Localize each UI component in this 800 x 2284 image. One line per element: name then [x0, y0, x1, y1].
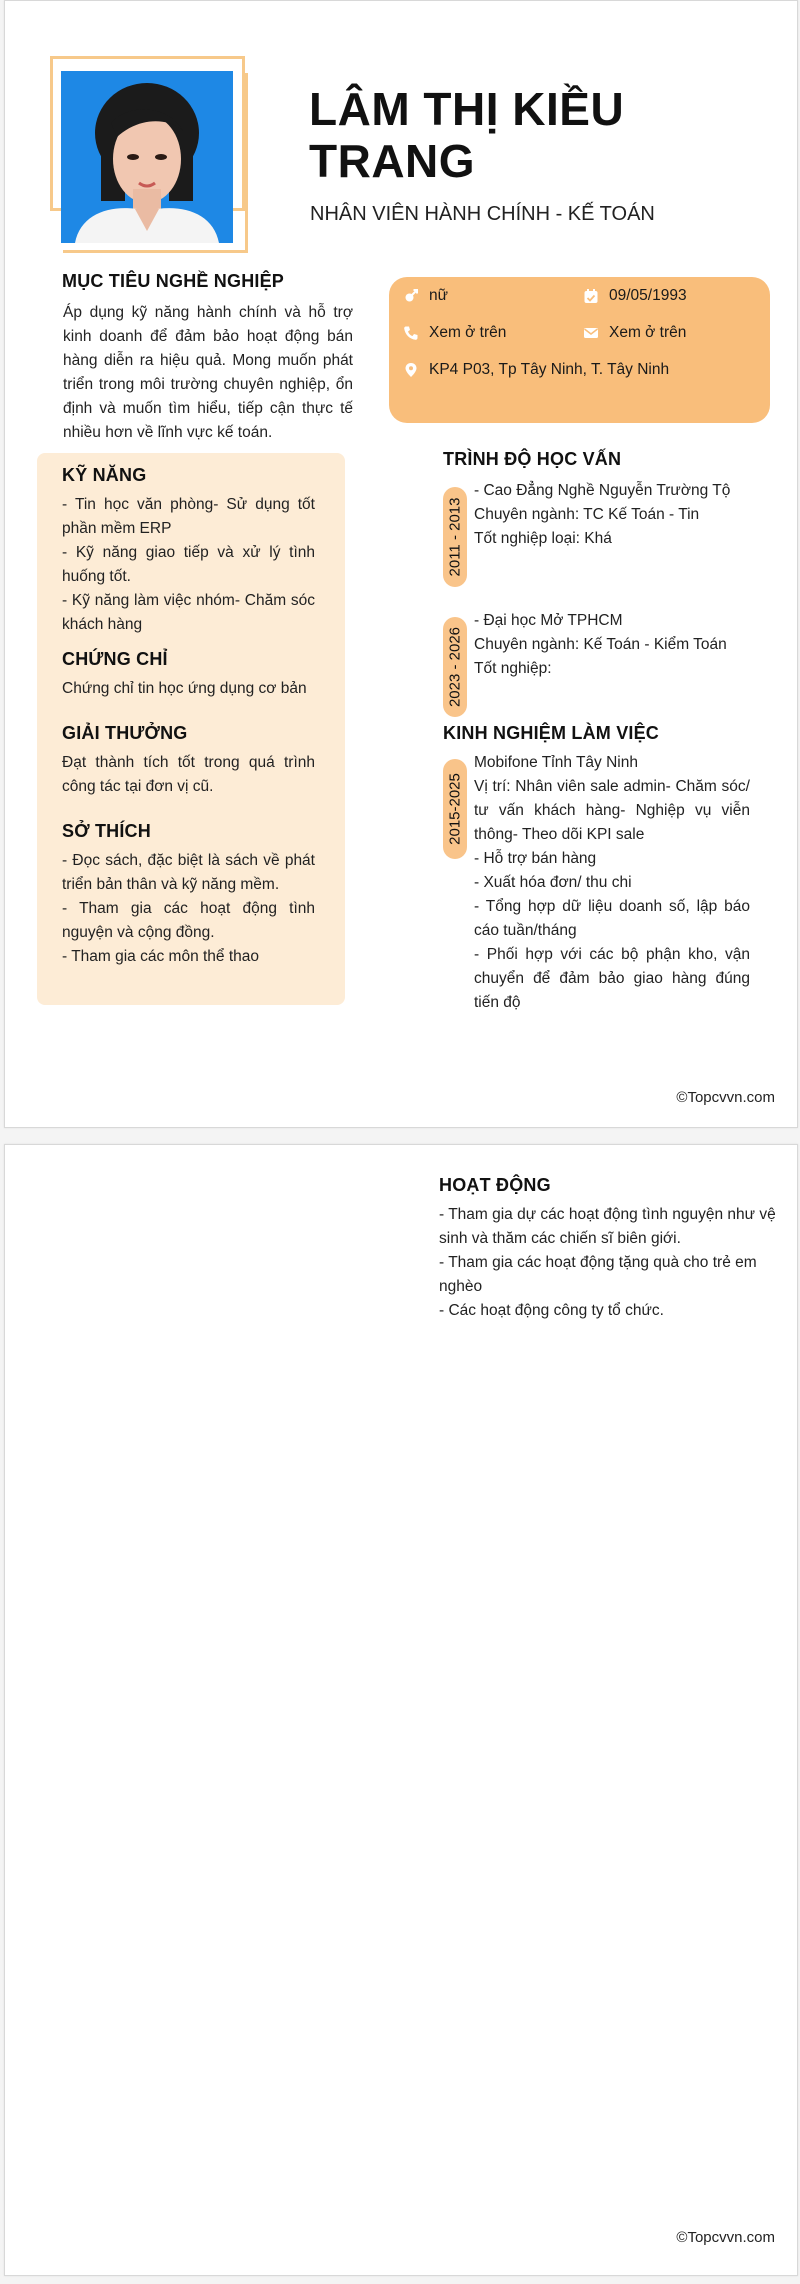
portrait-image [61, 71, 233, 243]
experience-title: KINH NGHIỆM LÀM VIỆC [443, 723, 660, 743]
experience-company: Mobifone Tỉnh Tây Ninh [474, 754, 638, 771]
contact-gender [403, 287, 448, 305]
activities-list [439, 1203, 779, 1323]
awards-title: GIẢI THƯỞNG [62, 723, 188, 743]
hobbies-title: SỞ THÍCH [62, 821, 151, 841]
education-entry-1 [474, 479, 750, 551]
objective-text: Áp dụng kỹ năng hành chính và hỗ trợ kinh doanh để đảm bảo hoạt động bán hàng diễn ra hiệu quả. Mong muốn phát triển trong môi trường chuyên nghiệp, ổn định và muốn tìm hiểu, tiếp cận thực tế nhiều hơn về lĩnh vực kế toán. [63, 304, 353, 441]
activities-item: - Tham gia các hoạt động tặng quà cho trẻ em nghèo [439, 1254, 757, 1295]
hobbies-list [62, 849, 315, 969]
contact-card [389, 277, 770, 423]
page-2-footer: ©Topcvvn.com [676, 2229, 775, 2246]
hobbies-item: - Đọc sách, đặc biệt là sách về phát triển bản thân và kỹ năng mềm. [62, 852, 315, 893]
certificates-title: CHỨNG CHỈ [62, 649, 168, 669]
education-entry-line: Chuyên ngành: TC Kế Toán - Tin [474, 506, 700, 523]
certificates-text: Chứng chỉ tin học ứng dụng cơ bản [62, 680, 307, 697]
candidate-name-line-1: LÂM THỊ KIỀU [309, 83, 625, 135]
candidate-position: NHÂN VIÊN HÀNH CHÍNH - KẾ TOÁN [310, 203, 655, 225]
education-period-2 [443, 617, 467, 717]
activities-item: - Tham gia dự các hoạt động tình nguyện như vệ sinh và thăm các chiến sĩ biên giới. [439, 1206, 776, 1247]
experience-entry-line: - Tổng hợp dữ liệu doanh số, lập báo cáo tuần/tháng [474, 898, 750, 939]
contact-email-value: Xem ở trên [609, 324, 687, 341]
contact-birthday [583, 287, 687, 305]
phone-icon [403, 325, 419, 341]
contact-phone [403, 324, 506, 342]
education-period-1-label: 2011 - 2013 [446, 497, 464, 577]
skills-item: - Kỹ năng giao tiếp và xử lý tình huống tốt. [62, 544, 315, 585]
education-entry-line: Tốt nghiệp loại: Khá [474, 530, 612, 547]
experience-entry-1 [474, 751, 750, 1015]
education-entry-line: - Đại học Mở TPHCM [474, 612, 623, 629]
location-icon [403, 362, 419, 378]
awards-text: Đạt thành tích tốt trong quá trình công tác tại đơn vị cũ. [62, 754, 315, 795]
contact-phone-value: Xem ở trên [429, 324, 507, 341]
skills-title: KỸ NĂNG [62, 465, 147, 485]
candidate-name-line-2: TRANG [309, 135, 476, 187]
profile-photo [61, 71, 233, 243]
education-entry-line: Chuyên ngành: Kế Toán - Kiểm Toán [474, 636, 727, 653]
experience-entry-line: - Hỗ trợ bán hàng [474, 850, 597, 867]
cv-page-1 [4, 0, 798, 1128]
skills-item: - Tin học văn phòng- Sử dụng tốt phần mềm ERP [62, 496, 315, 537]
skills-list [62, 493, 315, 637]
skills-item: - Kỹ năng làm việc nhóm- Chăm sóc khách hàng [62, 592, 315, 633]
contact-address [403, 361, 669, 379]
contact-birthday-value: 09/05/1993 [609, 287, 687, 304]
email-icon [583, 325, 599, 341]
hobbies-item: - Tham gia các hoạt động tình nguyện và cộng đồng. [62, 900, 315, 941]
activities-item: - Các hoạt động công ty tổ chức. [439, 1302, 664, 1319]
activities-title: HOẠT ĐỘNG [439, 1175, 551, 1195]
gender-icon [403, 288, 419, 304]
education-entry-2 [474, 609, 750, 681]
contact-address-value: KP4 P03, Tp Tây Ninh, T. Tây Ninh [429, 361, 670, 378]
cv-page-2 [4, 1144, 798, 2276]
experience-period-1-label: 2015-2025 [446, 773, 464, 845]
experience-entry-line: Vị trí: Nhân viên sale admin- Chăm sóc/ tư vấn khách hàng- Nghiệp vụ viễn thông- Theo dõi KPI sale [474, 778, 750, 843]
calendar-icon [583, 288, 599, 304]
candidate-name [309, 83, 779, 187]
education-entry-line: - Cao Đẳng Nghề Nguyễn Trường Tộ [474, 482, 731, 499]
experience-entry-line: - Xuất hóa đơn/ thu chi [474, 874, 632, 891]
objective-title: MỤC TIÊU NGHỀ NGHIỆP [62, 271, 285, 291]
experience-period-1 [443, 759, 467, 859]
contact-email [583, 324, 686, 342]
education-period-2-label: 2023 - 2026 [446, 626, 464, 708]
page-1-footer: ©Topcvvn.com [676, 1089, 775, 1106]
education-title: TRÌNH ĐỘ HỌC VẤN [443, 449, 622, 469]
hobbies-item: - Tham gia các môn thể thao [62, 948, 260, 965]
contact-gender-value: nữ [429, 287, 448, 304]
education-period-1 [443, 487, 467, 587]
experience-entry-line: - Phối hợp với các bộ phận kho, vận chuyển để đảm bảo giao hàng đúng tiến độ [474, 946, 750, 1011]
education-entry-line: Tốt nghiệp: [474, 660, 552, 677]
